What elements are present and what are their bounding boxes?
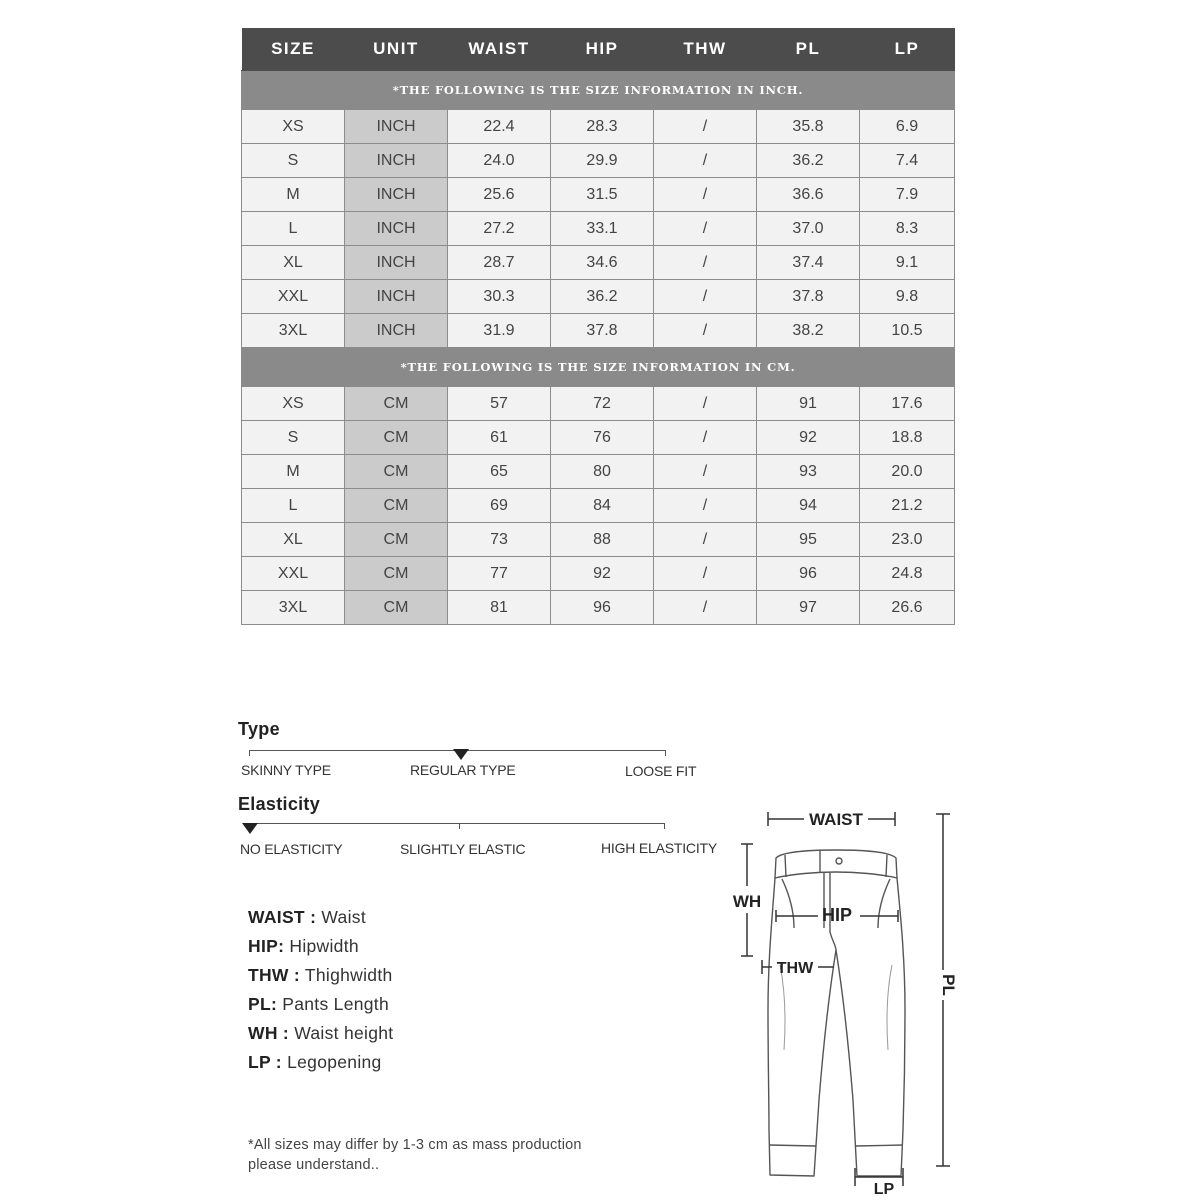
table-row	[242, 246, 955, 280]
legend-item-waist	[248, 905, 393, 934]
legend-desc: Thighwidth	[304, 965, 393, 985]
cell-pl: 36.2	[757, 144, 860, 178]
cell-waist: 24.0	[448, 144, 551, 178]
cell-lp: 24.8	[860, 557, 955, 591]
cm-section-note: *THE FOLLOWING IS THE SIZE INFORMATION IN CM.	[242, 348, 955, 387]
cell-size: XS	[242, 110, 345, 144]
cell-waist: 28.7	[448, 246, 551, 280]
disclaimer-line-1: *All sizes may differ by 1-3 cm as mass production	[248, 1137, 582, 1153]
legend-desc: Waist height	[294, 1023, 394, 1043]
table-row	[242, 557, 955, 591]
elasticity-option-slight: SLIGHTLY ELASTIC	[400, 841, 526, 857]
type-selected-marker-icon	[453, 749, 469, 760]
header-unit: UNIT	[345, 28, 448, 71]
cell-thw: /	[654, 557, 757, 591]
cell-size: XL	[242, 523, 345, 557]
cell-pl: 37.8	[757, 280, 860, 314]
table-row	[242, 144, 955, 178]
cell-size: XXL	[242, 280, 345, 314]
legend-abbr: LP :	[248, 1052, 282, 1072]
cell-hip: 92	[551, 557, 654, 591]
cell-hip: 72	[551, 387, 654, 421]
cell-waist: 73	[448, 523, 551, 557]
cell-unit: INCH	[345, 178, 448, 212]
cell-thw: /	[654, 280, 757, 314]
cell-size: M	[242, 178, 345, 212]
type-option-loose: LOOSE FIT	[625, 763, 697, 779]
pants-outline-icon	[768, 850, 905, 1176]
cell-unit: CM	[345, 523, 448, 557]
cell-thw: /	[654, 523, 757, 557]
header-size: SIZE	[242, 28, 345, 71]
inch-section-row	[242, 71, 955, 110]
header-pl: PL	[757, 28, 860, 71]
header-thw: THW	[654, 28, 757, 71]
cell-unit: CM	[345, 387, 448, 421]
elasticity-scale-tick-end	[664, 823, 665, 829]
cell-hip: 28.3	[551, 110, 654, 144]
inch-section-note: *THE FOLLOWING IS THE SIZE INFORMATION IN INCH.	[242, 71, 955, 110]
cell-pl: 92	[757, 421, 860, 455]
header-hip: HIP	[551, 28, 654, 71]
cell-pl: 96	[757, 557, 860, 591]
cell-unit: CM	[345, 591, 448, 625]
cell-thw: /	[654, 421, 757, 455]
type-scale-title: Type	[238, 719, 280, 739]
cell-lp: 9.8	[860, 280, 955, 314]
wh-label: WH	[732, 892, 762, 911]
type-scale-tick-end	[665, 750, 666, 756]
legend-abbr: HIP:	[248, 936, 285, 956]
cell-size: XXL	[242, 557, 345, 591]
cell-hip: 96	[551, 591, 654, 625]
hip-label: HIP	[821, 905, 853, 925]
cell-unit: INCH	[345, 280, 448, 314]
legend-item-hip	[248, 934, 393, 963]
cell-waist: 31.9	[448, 314, 551, 348]
disclaimer-line-2: please understand..	[248, 1157, 380, 1173]
thw-label: THW	[776, 960, 814, 977]
cell-unit: CM	[345, 557, 448, 591]
table-row	[242, 178, 955, 212]
legend-item-pl	[248, 992, 393, 1021]
waist-label: WAIST	[809, 810, 863, 829]
legend-abbr: THW :	[248, 965, 301, 985]
cell-pl: 37.0	[757, 212, 860, 246]
cell-waist: 61	[448, 421, 551, 455]
type-scale-tick-start	[249, 750, 250, 756]
elasticity-scale-title: Elasticity	[238, 794, 321, 814]
cell-hip: 36.2	[551, 280, 654, 314]
cell-size: 3XL	[242, 591, 345, 625]
cell-waist: 81	[448, 591, 551, 625]
cell-unit: INCH	[345, 110, 448, 144]
cell-unit: INCH	[345, 246, 448, 280]
header-lp: LP	[860, 28, 955, 71]
cell-lp: 9.1	[860, 246, 955, 280]
cell-waist: 22.4	[448, 110, 551, 144]
cell-waist: 27.2	[448, 212, 551, 246]
table-row	[242, 455, 955, 489]
cell-waist: 25.6	[448, 178, 551, 212]
cell-size: XS	[242, 387, 345, 421]
cell-pl: 95	[757, 523, 860, 557]
cell-pl: 94	[757, 489, 860, 523]
cm-section-row	[242, 348, 955, 387]
cell-hip: 34.6	[551, 246, 654, 280]
cell-lp: 26.6	[860, 591, 955, 625]
cell-thw: /	[654, 489, 757, 523]
table-row	[242, 314, 955, 348]
pants-measurement-diagram	[720, 800, 970, 1200]
cell-size: L	[242, 489, 345, 523]
cell-hip: 76	[551, 421, 654, 455]
legend-abbr: WH :	[248, 1023, 290, 1043]
legend-desc: Pants Length	[282, 994, 390, 1014]
table-row	[242, 591, 955, 625]
header-waist: WAIST	[448, 28, 551, 71]
type-option-skinny: SKINNY TYPE	[241, 762, 331, 778]
table-row	[242, 110, 955, 144]
table-row	[242, 489, 955, 523]
cell-thw: /	[654, 144, 757, 178]
legend-item-wh	[248, 1021, 393, 1050]
lp-label: LP	[873, 1181, 895, 1198]
cell-lp: 8.3	[860, 212, 955, 246]
measurement-legend	[248, 905, 393, 1079]
cell-lp: 7.4	[860, 144, 955, 178]
cell-pl: 97	[757, 591, 860, 625]
legend-desc: Legopening	[287, 1052, 382, 1072]
elasticity-selected-marker-icon	[242, 823, 258, 834]
legend-abbr: WAIST :	[248, 907, 317, 927]
cell-lp: 23.0	[860, 523, 955, 557]
cell-unit: INCH	[345, 314, 448, 348]
cell-hip: 29.9	[551, 144, 654, 178]
cell-lp: 7.9	[860, 178, 955, 212]
cell-pl: 91	[757, 387, 860, 421]
cell-unit: CM	[345, 489, 448, 523]
cell-unit: CM	[345, 455, 448, 489]
table-row	[242, 280, 955, 314]
cell-thw: /	[654, 178, 757, 212]
elasticity-option-none: NO ELASTICITY	[240, 841, 343, 857]
cell-lp: 18.8	[860, 421, 955, 455]
cell-thw: /	[654, 455, 757, 489]
cell-thw: /	[654, 387, 757, 421]
cell-pl: 37.4	[757, 246, 860, 280]
cell-hip: 88	[551, 523, 654, 557]
cell-waist: 65	[448, 455, 551, 489]
cell-hip: 80	[551, 455, 654, 489]
cell-pl: 38.2	[757, 314, 860, 348]
cell-size: XL	[242, 246, 345, 280]
cell-waist: 30.3	[448, 280, 551, 314]
legend-abbr: PL:	[248, 994, 278, 1014]
disclaimer-note	[248, 1135, 668, 1175]
cell-waist: 69	[448, 489, 551, 523]
cell-thw: /	[654, 110, 757, 144]
cell-waist: 77	[448, 557, 551, 591]
cell-lp: 10.5	[860, 314, 955, 348]
cell-waist: 57	[448, 387, 551, 421]
pl-label: PL	[939, 974, 958, 996]
legend-item-thw	[248, 963, 393, 992]
cell-lp: 17.6	[860, 387, 955, 421]
cell-hip: 84	[551, 489, 654, 523]
cell-thw: /	[654, 314, 757, 348]
cell-size: S	[242, 421, 345, 455]
table-row	[242, 421, 955, 455]
type-option-regular: REGULAR TYPE	[410, 762, 516, 778]
cell-lp: 21.2	[860, 489, 955, 523]
legend-desc: Waist	[321, 907, 366, 927]
cell-hip: 33.1	[551, 212, 654, 246]
cell-thw: /	[654, 591, 757, 625]
cell-lp: 6.9	[860, 110, 955, 144]
cell-lp: 20.0	[860, 455, 955, 489]
cell-thw: /	[654, 212, 757, 246]
table-row	[242, 387, 955, 421]
elasticity-option-high: HIGH ELASTICITY	[601, 840, 718, 856]
cell-size: S	[242, 144, 345, 178]
table-row	[242, 212, 955, 246]
cell-hip: 37.8	[551, 314, 654, 348]
cell-unit: INCH	[345, 212, 448, 246]
cell-thw: /	[654, 246, 757, 280]
elasticity-scale-line	[249, 823, 665, 824]
cell-hip: 31.5	[551, 178, 654, 212]
cell-size: 3XL	[242, 314, 345, 348]
cell-size: L	[242, 212, 345, 246]
cell-unit: CM	[345, 421, 448, 455]
cell-pl: 93	[757, 455, 860, 489]
size-chart-table	[241, 28, 955, 625]
cell-pl: 35.8	[757, 110, 860, 144]
table-row	[242, 523, 955, 557]
cell-unit: INCH	[345, 144, 448, 178]
elasticity-scale-tick-mid	[459, 823, 460, 829]
table-header-row	[242, 28, 955, 71]
cell-pl: 36.6	[757, 178, 860, 212]
legend-item-lp	[248, 1050, 393, 1079]
cell-size: M	[242, 455, 345, 489]
legend-desc: Hipwidth	[289, 936, 359, 956]
